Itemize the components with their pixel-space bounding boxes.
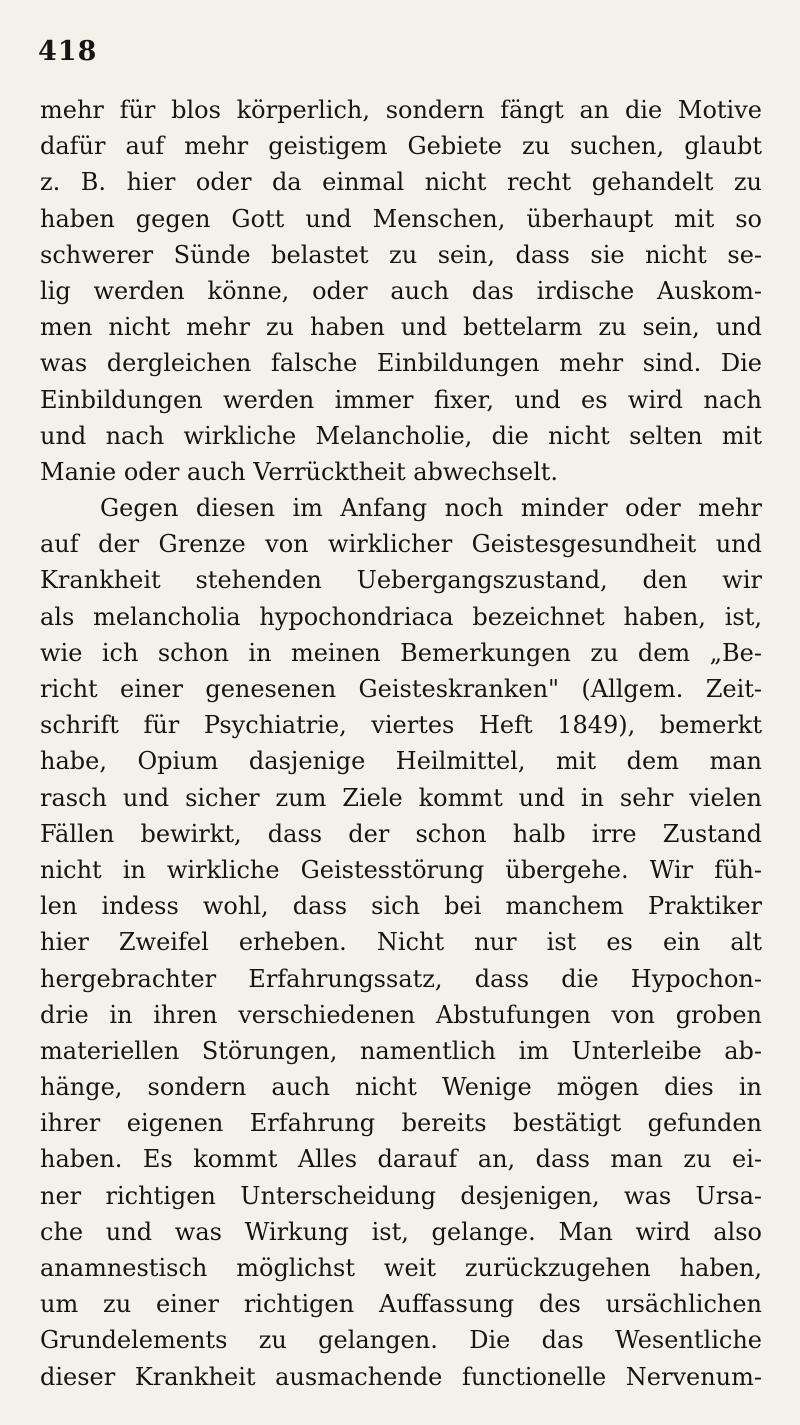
text-line: drie in ihren verschiedenen Abstufungen von groben xyxy=(40,1000,762,1029)
text-line: hier Zweifel erheben. Nicht nur ist es ein alt xyxy=(40,928,762,957)
text-line: auf der Grenze von wirklicher Geistesgesundheit und xyxy=(40,530,762,559)
text-line: schrift für Psychiatrie, viertes Heft 1849), bemerkt xyxy=(40,711,762,740)
text-line: haben. Es kommt Alles darauf an, dass man zu ei- xyxy=(40,1145,762,1174)
text-line: che und was Wirkung ist, gelange. Man wird also xyxy=(40,1217,762,1246)
text-line: nicht in wirkliche Geistesstörung übergehe. Wir füh- xyxy=(40,855,762,884)
text-line: men nicht mehr zu haben und bettelarm zu sein, und xyxy=(40,313,762,342)
text-line: richt einer genesenen Geisteskranken" (Allgem. Zeit- xyxy=(40,675,762,703)
text-line: mehr für blos körperlich, sondern fängt an die Motive xyxy=(40,96,762,124)
text-line: Grundelements zu gelangen. Die das Wesentliche xyxy=(40,1326,762,1355)
text-line: anamnestisch möglichst weit zurückzugehen haben, xyxy=(40,1254,762,1282)
text-line: ner richtigen Unterscheidung desjenigen, was Ursa- xyxy=(40,1181,762,1210)
text-line: lig werden könne, oder auch das irdische Auskom- xyxy=(40,276,762,305)
text-line: hänge, sondern auch nicht Wenige mögen dies in xyxy=(40,1073,762,1102)
text-line: Einbildungen werden immer fixer, und es wird nach xyxy=(40,385,762,414)
text-line: len indess wohl, dass sich bei manchem Praktiker xyxy=(40,892,762,921)
text-line: und nach wirkliche Melancholie, die nicht selten mit xyxy=(40,421,762,450)
text-line: um zu einer richtigen Auffassung des ursächlichen xyxy=(40,1290,762,1319)
text-line: Krankheit stehenden Uebergangszustand, den wir xyxy=(40,566,762,595)
body-text xyxy=(40,92,762,1395)
text-line: materiellen Störungen, namentlich im Unterleibe ab- xyxy=(40,1036,762,1065)
text-line: dafür auf mehr geistigem Gebiete zu suchen, glaubt xyxy=(40,132,762,161)
text-line: haben gegen Gott und Menschen, überhaupt mit so xyxy=(40,204,762,233)
text-line: dieser Krankheit ausmachende functionelle Nervenum- xyxy=(40,1362,762,1391)
text-line: schwerer Sünde belastet zu sein, dass sie nicht se- xyxy=(40,240,762,269)
text-line: als melancholia hypochondriaca bezeichnet haben, ist, xyxy=(40,602,762,631)
text-line: Fällen bewirkt, dass der schon halb irre Zustand xyxy=(40,819,762,848)
text-line: z. B. hier oder da einmal nicht recht gehandelt zu xyxy=(40,168,762,197)
paragraph-start-line: Gegen diesen im Anfang noch minder oder mehr xyxy=(100,494,762,523)
text-line: wie ich schon in meinen Bemerkungen zu dem „Be- xyxy=(40,638,762,667)
text-line: rasch und sicher zum Ziele kommt und in sehr vielen xyxy=(40,783,762,812)
text-line: ihrer eigenen Erfahrung bereits bestätigt gefunden xyxy=(40,1109,762,1138)
text-line: hergebrachter Erfahrungssatz, dass die Hypochon- xyxy=(40,964,762,993)
page-number: 418 xyxy=(38,36,98,67)
text-line: was dergleichen falsche Einbildungen mehr sind. Die xyxy=(40,349,762,378)
text-line: habe, Opium dasjenige Heilmittel, mit dem man xyxy=(40,747,762,776)
paragraph-end-line: Manie oder auch Verrücktheit abwechselt. xyxy=(40,457,559,486)
